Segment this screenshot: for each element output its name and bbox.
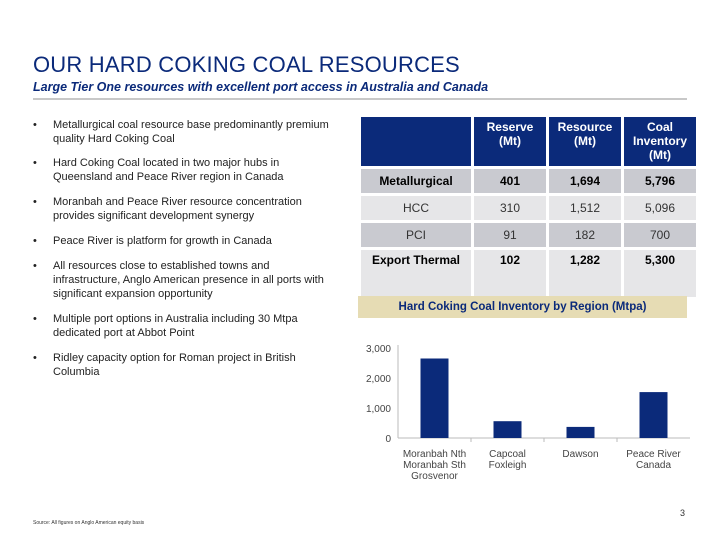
y-tick-label: 2,000 — [365, 374, 391, 385]
table-cell: 700 — [624, 223, 696, 247]
table-cell: 5,796 — [624, 169, 696, 193]
bullet-text: Ridley capacity option for Roman project in British Columbia — [53, 352, 296, 378]
table-cell: Export Thermal — [361, 250, 471, 297]
table-cell: 1,694 — [549, 169, 621, 193]
source-note: Source: All figures on Anglo American equity basis — [33, 520, 145, 526]
bar — [421, 359, 449, 439]
table-header: Coal Inventory (Mt) — [624, 117, 696, 166]
table-cell: Metallurgical — [361, 169, 471, 193]
page-number: 3 — [680, 508, 686, 518]
bar — [640, 392, 668, 438]
bullet-dot: • — [33, 313, 37, 325]
x-tick-label: Canada — [635, 460, 672, 471]
bullet-dot: • — [33, 157, 37, 169]
bullet-text: Peace River is platform for growth in Canada — [53, 235, 272, 247]
table-cell: 310 — [474, 196, 546, 220]
x-tick-label: Moranbah Nth — [402, 449, 467, 460]
table-cell: HCC — [361, 196, 471, 220]
x-tick-label: Peace River — [626, 449, 681, 460]
table-cell: 1,282 — [549, 250, 621, 297]
bullet-dot: • — [33, 196, 37, 208]
table-cell: 401 — [474, 169, 546, 193]
x-tick-label: Dawson — [562, 449, 599, 460]
y-tick-label: 1,000 — [365, 404, 391, 415]
table-cell: 5,096 — [624, 196, 696, 220]
bullet-text: Hard Coking Coal located in two major hubs in Queensland and Peace River region in Canada — [53, 157, 284, 183]
y-tick-label: 3,000 — [365, 344, 391, 355]
table-cell: 91 — [474, 223, 546, 247]
page-subtitle: Large Tier One resources with excellent port access in Australia and Canada — [33, 80, 489, 94]
table-cell: 182 — [549, 223, 621, 247]
bullet-text: Moranbah and Peace River resource concentration provides significant development synergy — [53, 196, 302, 222]
table-cell: 1,512 — [549, 196, 621, 220]
bar — [567, 427, 595, 438]
chart-title: Hard Coking Coal Inventory by Region (Mtpa) — [358, 296, 687, 318]
table-header: Reserve (Mt) — [474, 117, 546, 166]
x-tick-label: Capcoal — [489, 449, 526, 460]
x-tick-label: Foxleigh — [488, 460, 527, 471]
table-header: Resource (Mt) — [549, 117, 621, 166]
bullet-dot: • — [33, 260, 37, 272]
bullet-dot: • — [33, 352, 37, 364]
bar — [494, 421, 522, 438]
bullet-text: All resources close to established towns and infrastructure, Anglo American presence in all ports with significant expansion opportunity — [53, 260, 324, 300]
x-tick-label: Moranbah Sth — [403, 460, 466, 471]
page-title: OUR HARD COKING COAL RESOURCES — [33, 52, 460, 77]
x-tick-label: Grosvenor — [411, 471, 458, 482]
bullet-dot: • — [33, 119, 37, 131]
table-cell: 5,300 — [624, 250, 696, 297]
table-cell: 102 — [474, 250, 546, 297]
bullet-text: Metallurgical coal resource base predominantly premium quality Hard Coking Coal — [53, 119, 329, 145]
table-cell: PCI — [361, 223, 471, 247]
bullet-text: Multiple port options in Australia including 30 Mtpa dedicated port at Abbot Point — [53, 313, 298, 339]
y-tick-label: 0 — [385, 434, 391, 445]
bullet-dot: • — [33, 235, 37, 247]
